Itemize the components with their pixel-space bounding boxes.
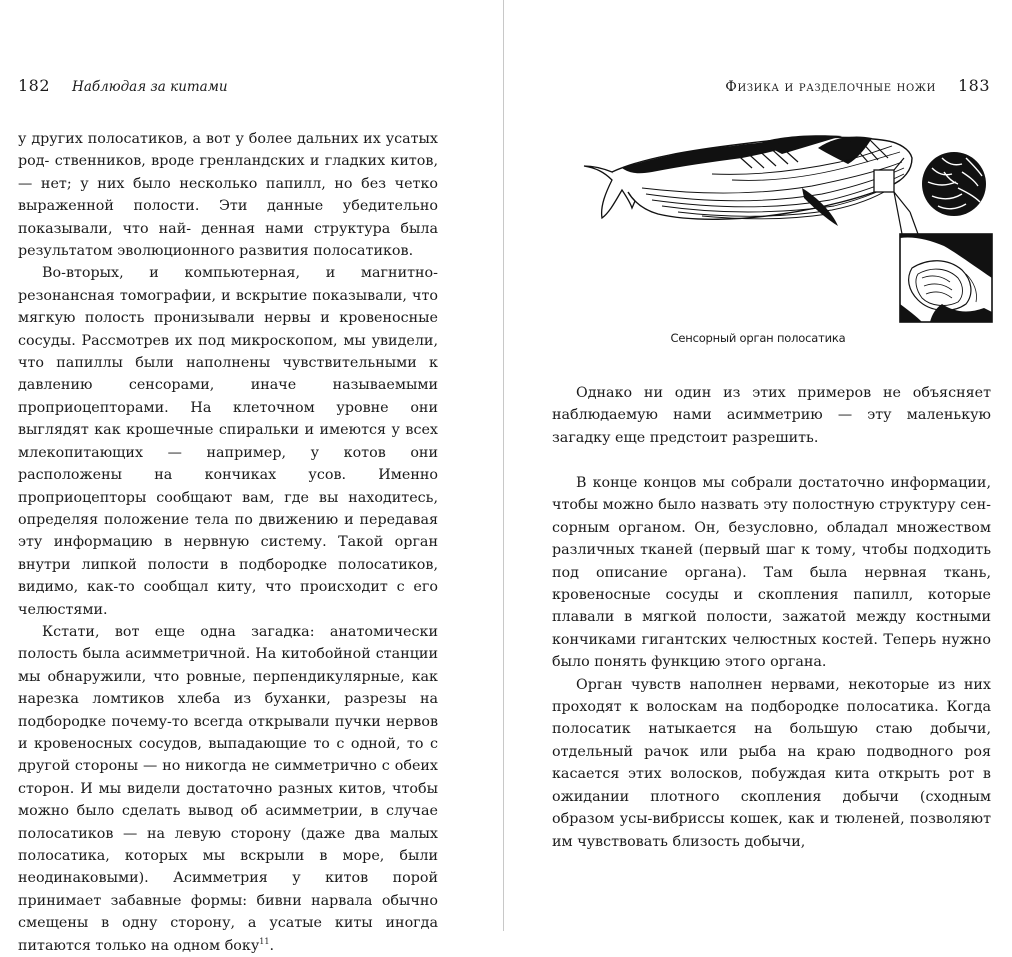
chin-inset-box xyxy=(874,170,894,192)
right-page-number: 183 xyxy=(957,76,990,95)
left-running-head xyxy=(18,76,228,97)
figure-caption: Сенсорный орган полосатика xyxy=(670,331,846,345)
right-paragraph-1: Однако ни один из этих примеров не объясняет наблюдаемую нами асимметрию — эту маленькую загадку еще предстоит разрешить. xyxy=(552,385,991,446)
right-paragraph-3: Орган чувств наполнен нервами, некоторые из них проходят к волоскам на подбородке полосатика. Когда полосатик натыкается на большую стаю добычи, отдельный рачок или рыба на краю подводного роя касается этих волосков, побуждая кита открыть рот в ожидании плотного скопления добычи (сходным образом усы-вибриссы кошек, как и тюленей, позволяют им чувствовать близость добычи, xyxy=(552,676,991,850)
papillae-cluster-icon xyxy=(922,152,986,216)
left-running-title: Наблюдая за китами xyxy=(72,79,228,95)
whale-sensory-organ-illustration xyxy=(582,128,1002,328)
whale-illustration-svg xyxy=(582,128,1002,328)
right-body-text-1 xyxy=(552,382,991,449)
right-body-text-2 xyxy=(552,472,991,853)
right-running-title: Физика и разделочные ножи xyxy=(725,79,936,95)
right-page xyxy=(504,0,1012,931)
right-paragraph-2: В конце концов мы собрали достаточно информации, чтобы можно было назвать эту полостную структуру сенсорным органом. Он, безусловно, обладал множеством различных тканей (первый шаг к тому, чтобы подходить под описание органа). Там была нервная ткань, кровеносные сосуды и скопления папилл, которые плавали в мягкой полости, зажатой между костными кончиками гигантских челюстных костей. Теперь нужно было понять функцию этого органа. xyxy=(552,475,991,671)
left-body-text xyxy=(18,128,438,957)
left-page xyxy=(0,0,503,954)
left-paragraph-1: у других полосатиков, а вот у более дальних их усатых род- ственников, вроде гренландских и гладких китов, — нет; у них было несколько папилл, но без четко выраженной полости. Эти данные убедительно показывали, что най- денная нами структура была результатом эволюционного развития полосатиков. xyxy=(18,131,438,260)
left-paragraph-2: Во-вторых, и компьютерная, и магнитно-резонансная томографии, и вскрытие показывали, что мягкую полость пронизывали нервы и кровеносные сосуды. Рассмотрев их под микроскопом, мы увидели, что папиллы были наполнены чувствительными к давлению сенсорами, иначе называемыми проприоцепторами. На клеточном уровне они выглядят как крошечные спиральки и имеются у всех млекопитающих — например, у котов они расположены на кончиках усов. Именно проприоцепторы сообщают вам, где вы находитесь, определяя положение тела по движению и передавая эту информацию в нервную систему. Такой орган внутри липкой полости в подбородке полосатиков, видимо, как-то сообщал киту, что происходит с его челюстями. xyxy=(18,265,438,618)
footnote-reference[interactable]: 11 xyxy=(259,936,270,946)
cross-section-detail xyxy=(900,234,992,322)
left-paragraph-3: Кстати, вот еще одна загадка: анатомически полость была асимметричной. На китобойной станции мы обнаружили, что ровные, перпендикулярные, как нарезка ломтиков хлеба из буханки, разрезы на подбородке почему-то всегда открывали пучки нервов и кровеносных сосудов, выпадающие то с одной, то с другой стороны — но никогда не симметрично с обеих сторон. И мы видели достаточно разных китов, чтобы можно было сделать вывод об асимметрии, в случае полосатиков — на левую сторону (даже два малых полосатика, которых мы вскрыли в море, были неодинаковыми). Асимметрия у китов порой принимает забавные формы: бивни нарвала обычно смещены в одну сторону, а усатые киты иногда питаются только на одном боку$^{11}$. xyxy=(18,623,438,954)
right-running-head xyxy=(725,76,990,97)
left-page-number: 182 xyxy=(18,76,51,95)
